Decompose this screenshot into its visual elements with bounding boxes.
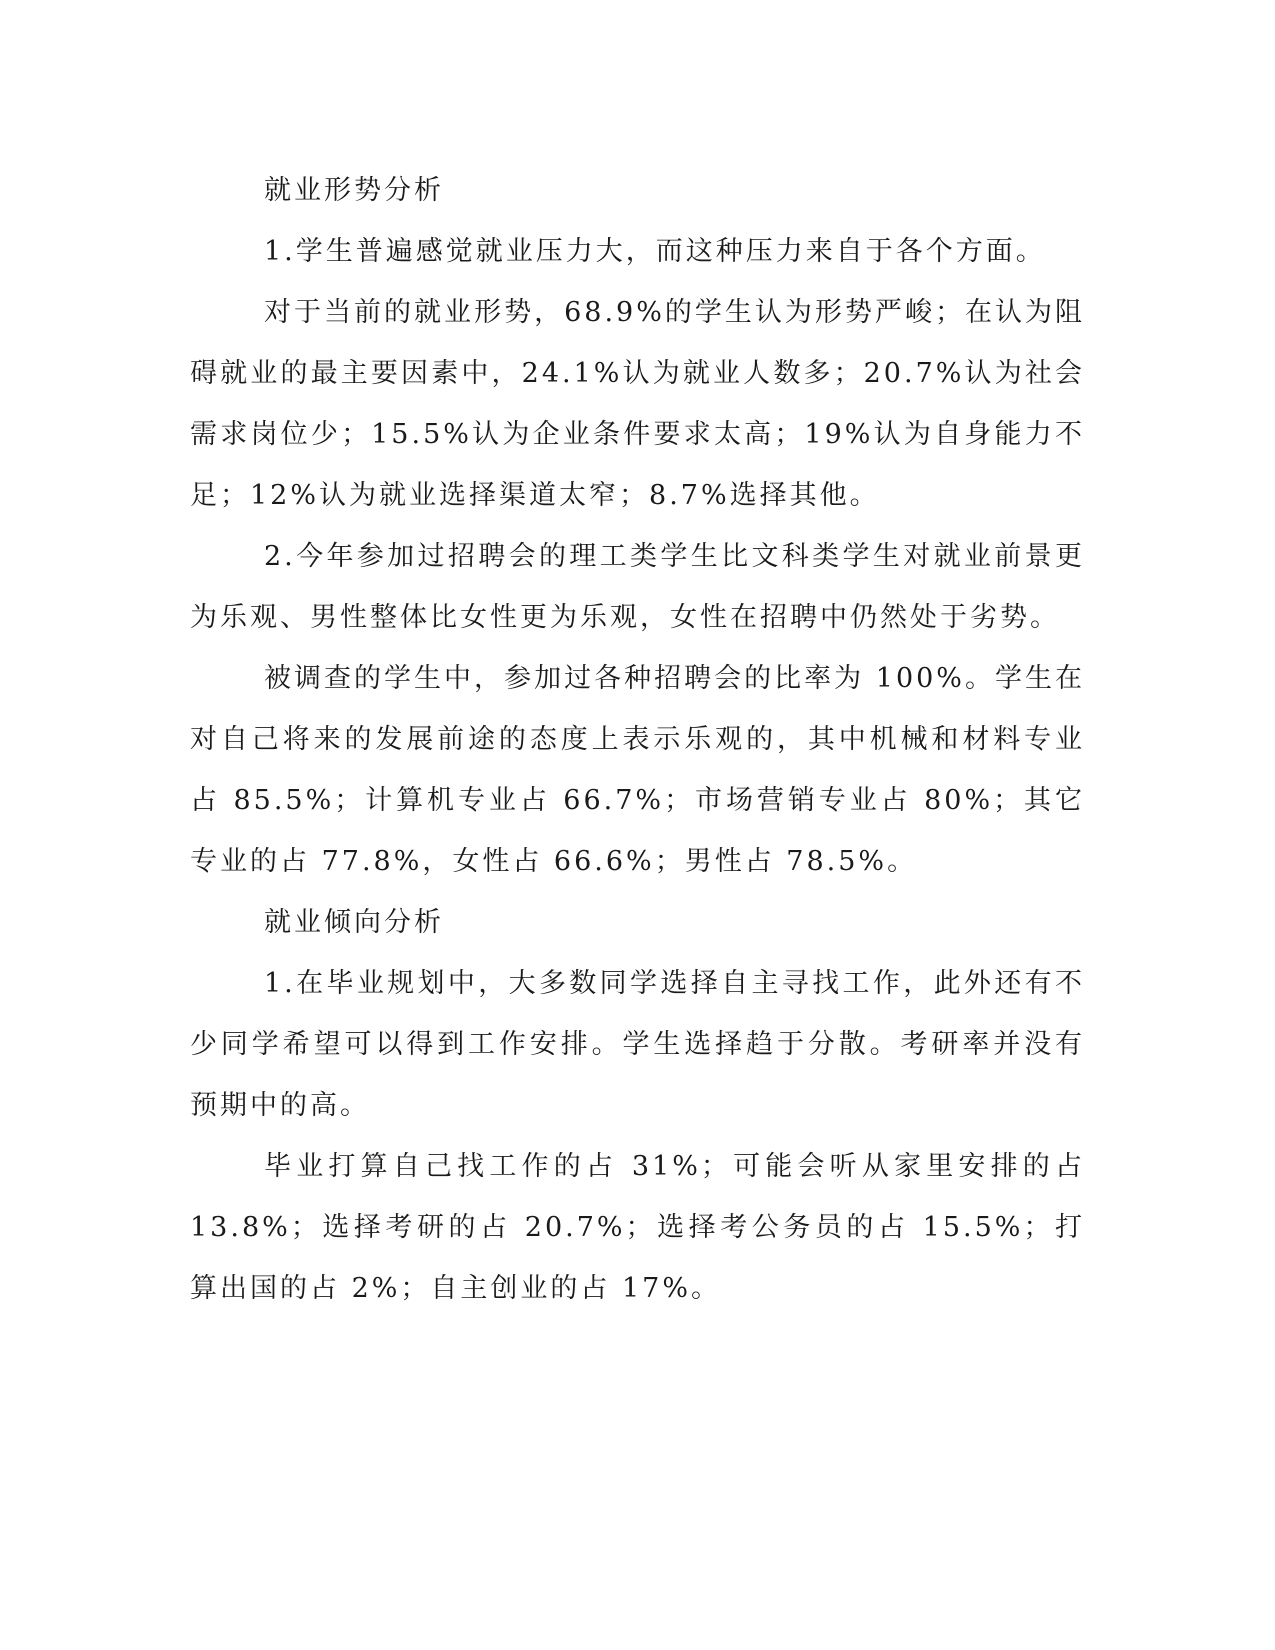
paragraph-plan-stats: 毕业打算自己找工作的占 31%；可能会听从家里安排的占 13.8%；选择考研的占 20.7%；选择考公务员的占 15.5%；打算出国的占 2%；自主创业的占 17%。 <box>190 1151 1085 1304</box>
section-heading-employment-tendency: 就业倾向分析 <box>264 907 444 938</box>
paragraph-point-2-optimism: 2.今年参加过招聘会的理工类学生比文科类学生对就业前景更为乐观、男性整体比女性更为乐观，女性在招聘中仍然处于劣势。 <box>190 541 1085 633</box>
paragraph-point-1-pressure: 1.学生普遍感觉就业压力大，而这种压力来自于各个方面。 <box>264 236 1046 267</box>
paragraph-point-1-planning: 1.在毕业规划中，大多数同学选择自主寻找工作，此外还有不少同学希望可以得到工作安排。学生选择趋于分散。考研率并没有预期中的高。 <box>190 968 1085 1121</box>
section-heading-employment-situation: 就业形势分析 <box>264 175 444 206</box>
document-body <box>190 160 1085 1319</box>
paragraph-job-fair-stats: 被调查的学生中，参加过各种招聘会的比率为 100%。学生在对自己将来的发展前途的态度上表示乐观的，其中机械和材料专业占 85.5%；计算机专业占 66.7%；市场营销专业占 80%；其它专业的占 77.8%，女性占 66.6%；男性占 78.5%。 <box>190 663 1085 877</box>
paragraph-situation-stats: 对于当前的就业形势，68.9%的学生认为形势严峻；在认为阻碍就业的最主要因素中，24.1%认为就业人数多；20.7%认为社会需求岗位少；15.5%认为企业条件要求太高；19%认为自身能力不足；12%认为就业选择渠道太窄；8.7%选择其他。 <box>190 297 1085 511</box>
